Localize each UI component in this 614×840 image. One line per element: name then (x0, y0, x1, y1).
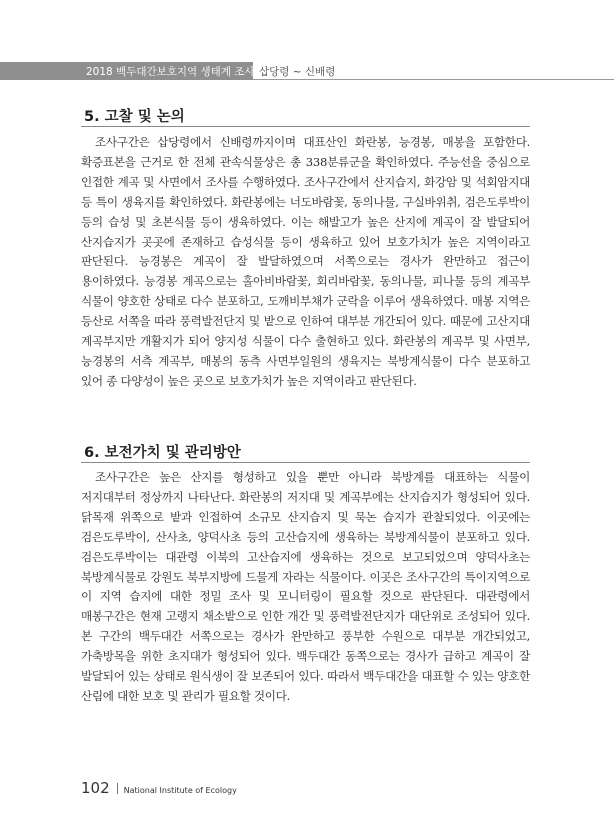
footer-separator (117, 783, 118, 794)
section-label: 삽당령 ~ 신배령 (259, 66, 336, 78)
report-title: 2018 백두대간보호지역 생태계 조사 (86, 66, 255, 78)
page-footer (81, 778, 237, 797)
section-rule-conservation (81, 462, 530, 463)
section-rule-discussion (81, 126, 530, 127)
running-header (0, 62, 614, 80)
paragraph-discussion: 조사구간은 삽당령에서 신배령까지이며 대표산인 화란봉, 능경봉, 매봉을 포함한다. 확증표본을 근거로 한 전체 관속식물상은 총 338분류군을 확인하였다. 주능선을 중심으로 인접한 계곡 및 사면에서 조사를 수행하였다. 조사구간에서 산지습지, 화강암 및 석회암지대 등 특이 생육지를 확인하였다. 화란봉에는 너도바람꽃, 동의나물, 구실바위취, 검은도루박이 등의 습성 및 초본식물 등이 생육하였다. 이는 해발고가 높은 산지에 계곡이 잘 발달되어 산지습지가 곳곳에 존재하고 습성식물 등이 생육하고 있어 보호가치가 높은 지역이라고 판단된다. 능경봉은 계곡이 잘 발달하였으며 서쪽으로는 경사가 완만하고 접근이 용이하였다. 능경봉 계곡으로는 홀아비바람꽃, 회리바람꽃, 동의나물, 피나물 등의 계곡부 식물이 양호한 상태로 다수 분포하고, 도깨비부채가 군락을 이루어 생육하였다. 매봉 지역은 등산로 서쪽을 따라 풍력발전단지 및 밭으로 인하여 대부분 개간되어 있다. 때문에 고산지대 계곡부지만 개활지가 되어 양지성 식물이 다수 출현하고 있다. 화란봉의 계곡부 및 사면부, 능경봉의 서측 계곡부, 매봉의 동측 사면부일원의 생육지는 북방계식물이 다수 분포하고 있어 종 다양성이 높은 곳으로 보호가치가 높은 지역이라고 판단된다. (81, 135, 530, 388)
paragraph-conservation: 조사구간은 높은 산지를 형성하고 있을 뿐만 아니라 북방계를 대표하는 식물이 저지대부터 정상까지 나타난다. 화란봉의 저지대 및 계곡부에는 산지습지가 형성되어 있다. 닭목재 위쪽으로 밭과 인접하여 소규모 산지습지 및 묵논 습지가 관찰되었다. 이곳에는 검은도루박이, 산사초, 양덕사초 등의 고산습지에 생육하는 북방계식물이 분포하고 있다. 검은도루박이는 대관령 이북의 고산습지에 생육하는 것으로 보고되었으며 양덕사초는 북방계식물로 강원도 북부지방에 드물게 자라는 식물이다. 이곳은 조사구간의 특이지역으로 이 지역 습지에 대한 정밀 조사 및 모니터링이 필요할 것으로 판단된다. 대관령에서 매봉구간은 현재 고랭지 채소밭으로 인한 개간 및 풍력발전단지가 대단위로 조성되어 있다. 본 구간의 백두대간 서쪽으로는 경사가 완만하고 풍부한 수원으로 대부분 개간되었고, 가축방목을 위한 초지대가 형성되어 있다. 백두대간 동쪽으로는 경사가 급하고 계곡이 잘 발달되어 있는 상태로 원식생이 잘 보존되어 있다. 따라서 백두대간을 대표할 수 있는 양호한 산림에 대한 보호 및 관리가 필요할 것이다. (81, 470, 530, 703)
institute-name: National Institute of Ecology (123, 786, 237, 795)
header-rule (253, 79, 614, 80)
section-title-conservation: 6. 보전가치 및 관리방안 (84, 445, 241, 461)
page-number: 102 (81, 779, 110, 797)
section-title-discussion: 5. 고찰 및 논의 (84, 109, 185, 125)
